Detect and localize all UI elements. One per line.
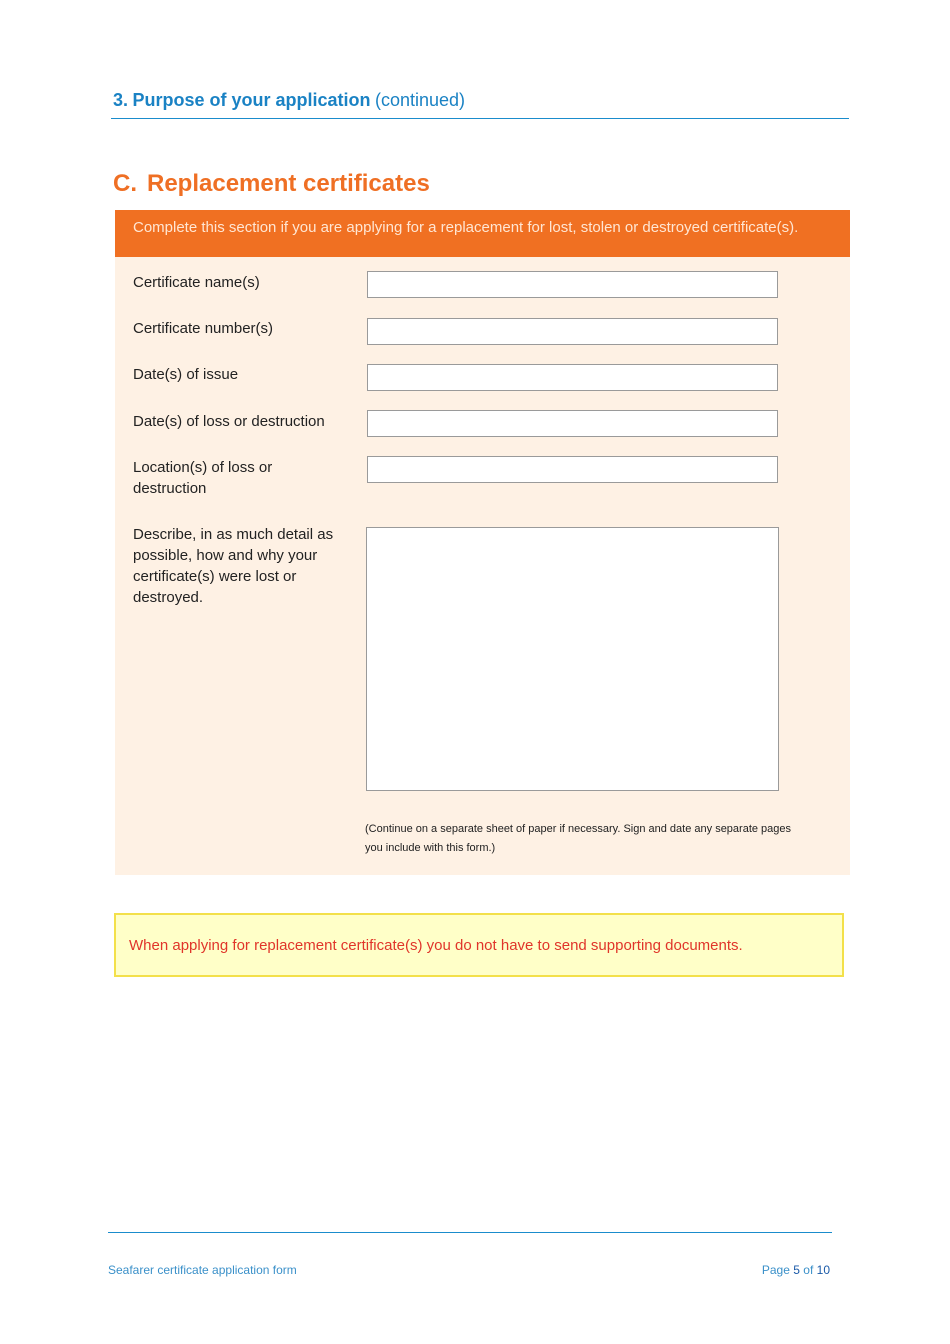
dates-of-issue-input[interactable] [368,365,777,390]
dates-of-issue-label: Date(s) of issue [133,366,239,383]
section-suffix: (continued) [374,90,466,110]
description-field[interactable] [366,527,779,791]
locations-of-loss-label: Location(s) of loss or destruction [133,459,273,497]
footer-divider [108,1232,832,1233]
notice-text: When applying for replacement certificate(s) you do not have to send supporting documents. [129,937,743,954]
section-header [111,88,849,119]
section-title: Purpose of your application [132,90,371,110]
instruction-band [115,210,850,257]
certificate-names-label: Certificate name(s) [133,274,260,291]
dates-of-loss-field[interactable] [367,410,778,437]
subsection-title: Replacement certificates [147,170,430,197]
certificate-numbers-label: Certificate number(s) [133,320,274,337]
certificate-names-input[interactable] [368,272,777,297]
section-number: 3. [113,90,129,110]
certificate-names-field[interactable] [367,271,778,298]
subsection-letter: C. [113,170,137,197]
footer-form-name: Seafarer certificate application form [108,1263,297,1277]
page-indicator [762,1263,830,1277]
instruction-text: Complete this section if you are applying for a replacement for lost, stolen or destroyed certificate(s). [133,219,799,236]
page-total: 10 [816,1263,830,1277]
replacement-form-panel [115,210,850,875]
dates-of-loss-label: Date(s) of loss or destruction [133,413,325,430]
certificate-numbers-input[interactable] [368,319,777,344]
page-prefix: Page [761,1263,790,1277]
description-label: Describe, in as much detail as possible, how and why your certificate(s) were lost or destroyed. [133,526,334,606]
locations-of-loss-input[interactable] [368,457,777,482]
page-of: of [803,1263,814,1277]
description-textarea[interactable] [367,528,778,790]
dates-of-loss-input[interactable] [368,411,777,436]
supporting-documents-notice [114,913,844,977]
page-current: 5 [793,1263,800,1277]
locations-of-loss-field[interactable] [367,456,778,483]
continuation-note: (Continue on a separate sheet of paper if necessary. Sign and date any separate pages you include with this form.) [365,823,792,854]
subsection-heading [113,170,430,198]
certificate-numbers-field[interactable] [367,318,778,345]
dates-of-issue-field[interactable] [367,364,778,391]
